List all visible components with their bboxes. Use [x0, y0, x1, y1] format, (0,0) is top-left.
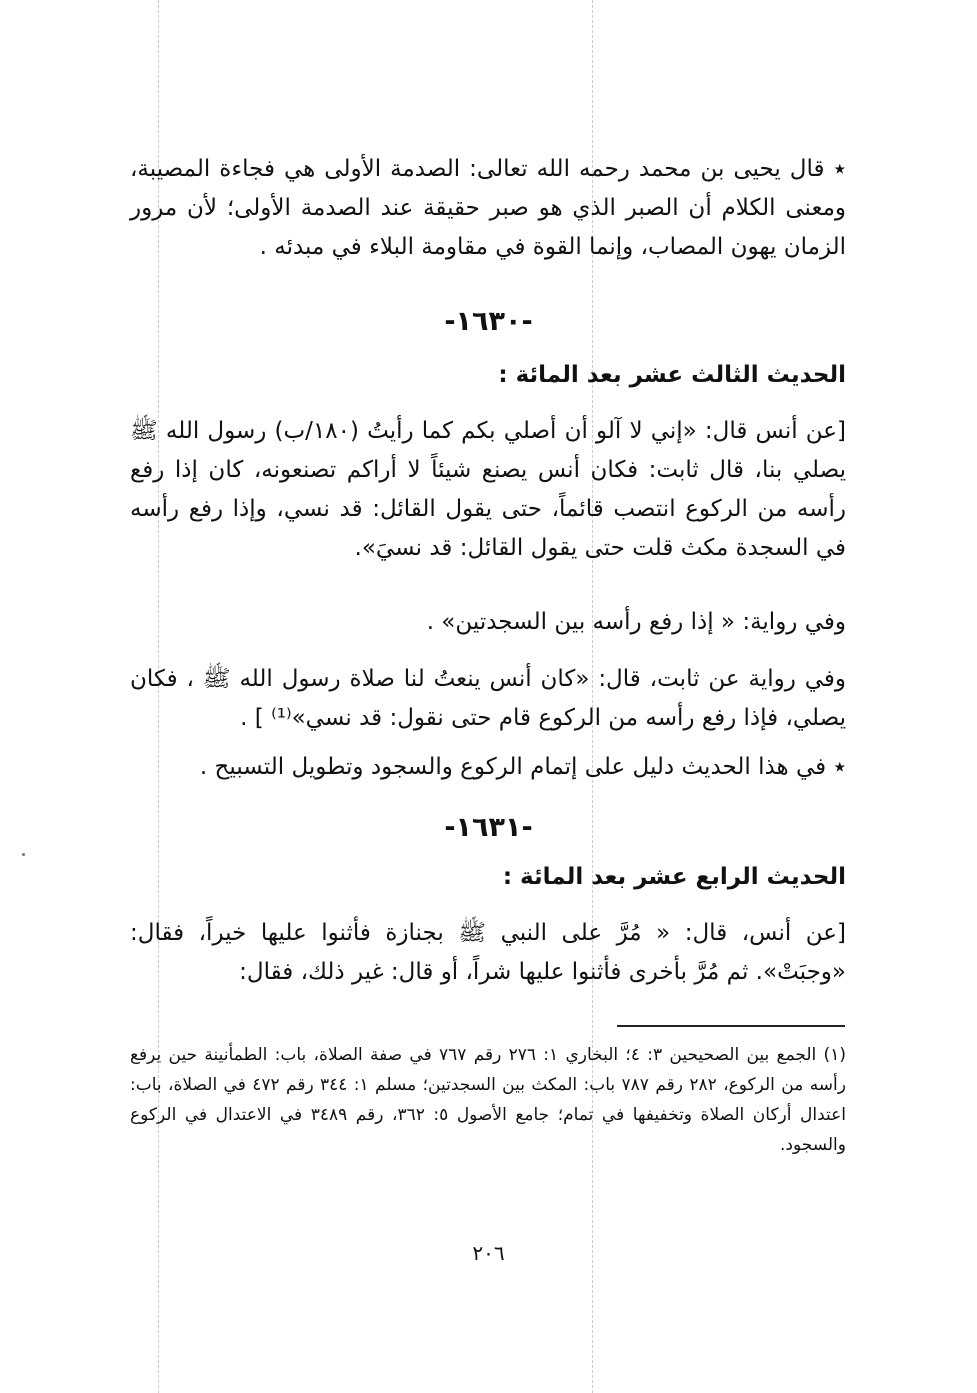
paragraph-commentary-2: ٭ في هذا الحديث دليل على إتمام الركوع والسجود وتطويل التسبيح . — [199, 754, 846, 780]
paragraph-hadith-113: [عن أنس قال: «إني لا آلو أن أصلي بكم كما رأيتُ (١٨٠/ب) رسول الله ﷺ يصلي بنا، قال ثابت: فكان أنس يصنع شيئاً لا أراكم تصنعونه، كان إذا رفع رأسه من الركوع انتصب قائماً، حتى يقول القائل: قد نسي، وإذا رفع رأسه في السجدة مكث قلت حتى يقول القائل: قد نسيَ». — [130, 418, 846, 561]
paragraph-hadith-114: [عن أنس، قال: « مُرَّ على النبي ﷺ بجنازة فأثنوا عليها خيراً، فقال: «وجبَتْ». ثم مُرَّ بأخرى فأثنوا عليها شراً، أو قال: غير ذلك، فقال: — [130, 920, 846, 985]
paragraph-riwaya-1: وفي رواية: « إذا رفع رأسه بين السجدتين» . — [426, 609, 846, 635]
scan-speck — [22, 853, 25, 856]
hadith-number-1630: -١٦٣٠- — [444, 306, 533, 337]
footnote-1: (١) الجمع بين الصحيحين ٣: ٤؛ البخاري ١: ٢٧٦ رقم ٧٦٧ في صفة الصلاة، باب: الطمأنينة حين يرفع رأسه من الركوع، ٢٨٢ رقم ٧٨٧ باب: المكث بين السجدتين؛ مسلم ١: ٣٤٤ رقم ٤٧٢ في الصلاة، باب: اعتدال أركان الصلاة وتخفيفها في تمام؛ جامع الأصول ٥: ٣٦٢، رقم ٣٤٨٩ في الاعتدال في الركوع والسجود. — [130, 1045, 847, 1155]
footnote-separator — [617, 1025, 845, 1027]
hadith-heading-113: الحديث الثالث عشر بعد المائة : — [498, 362, 846, 388]
paragraph-commentary-1: ٭ قال يحيى بن محمد رحمه الله تعالى: الصدمة الأولى هي فجاءة المصيبة، ومعنى الكلام أن الصبر الذي هو صبر حقيقة عند الصدمة الأولى؛ لأن مرور الزمان يهون المصاب، وإنما القوة في مقاومة البلاء في مبدئه . — [130, 156, 846, 260]
hadith-number-1631: -١٦٣١- — [444, 812, 533, 843]
page-number: ٢٠٦ — [472, 1241, 505, 1265]
hadith-heading-114: الحديث الرابع عشر بعد المائة : — [502, 864, 846, 890]
paragraph-riwaya-2: وفي رواية عن ثابت، قال: «كان أنس ينعتُ لنا صلاة رسول الله ﷺ ، فكان يصلي، فإذا رفع رأسه من الركوع قام حتى نقول: قد نسي»⁽¹⁾ ] . — [130, 666, 846, 731]
